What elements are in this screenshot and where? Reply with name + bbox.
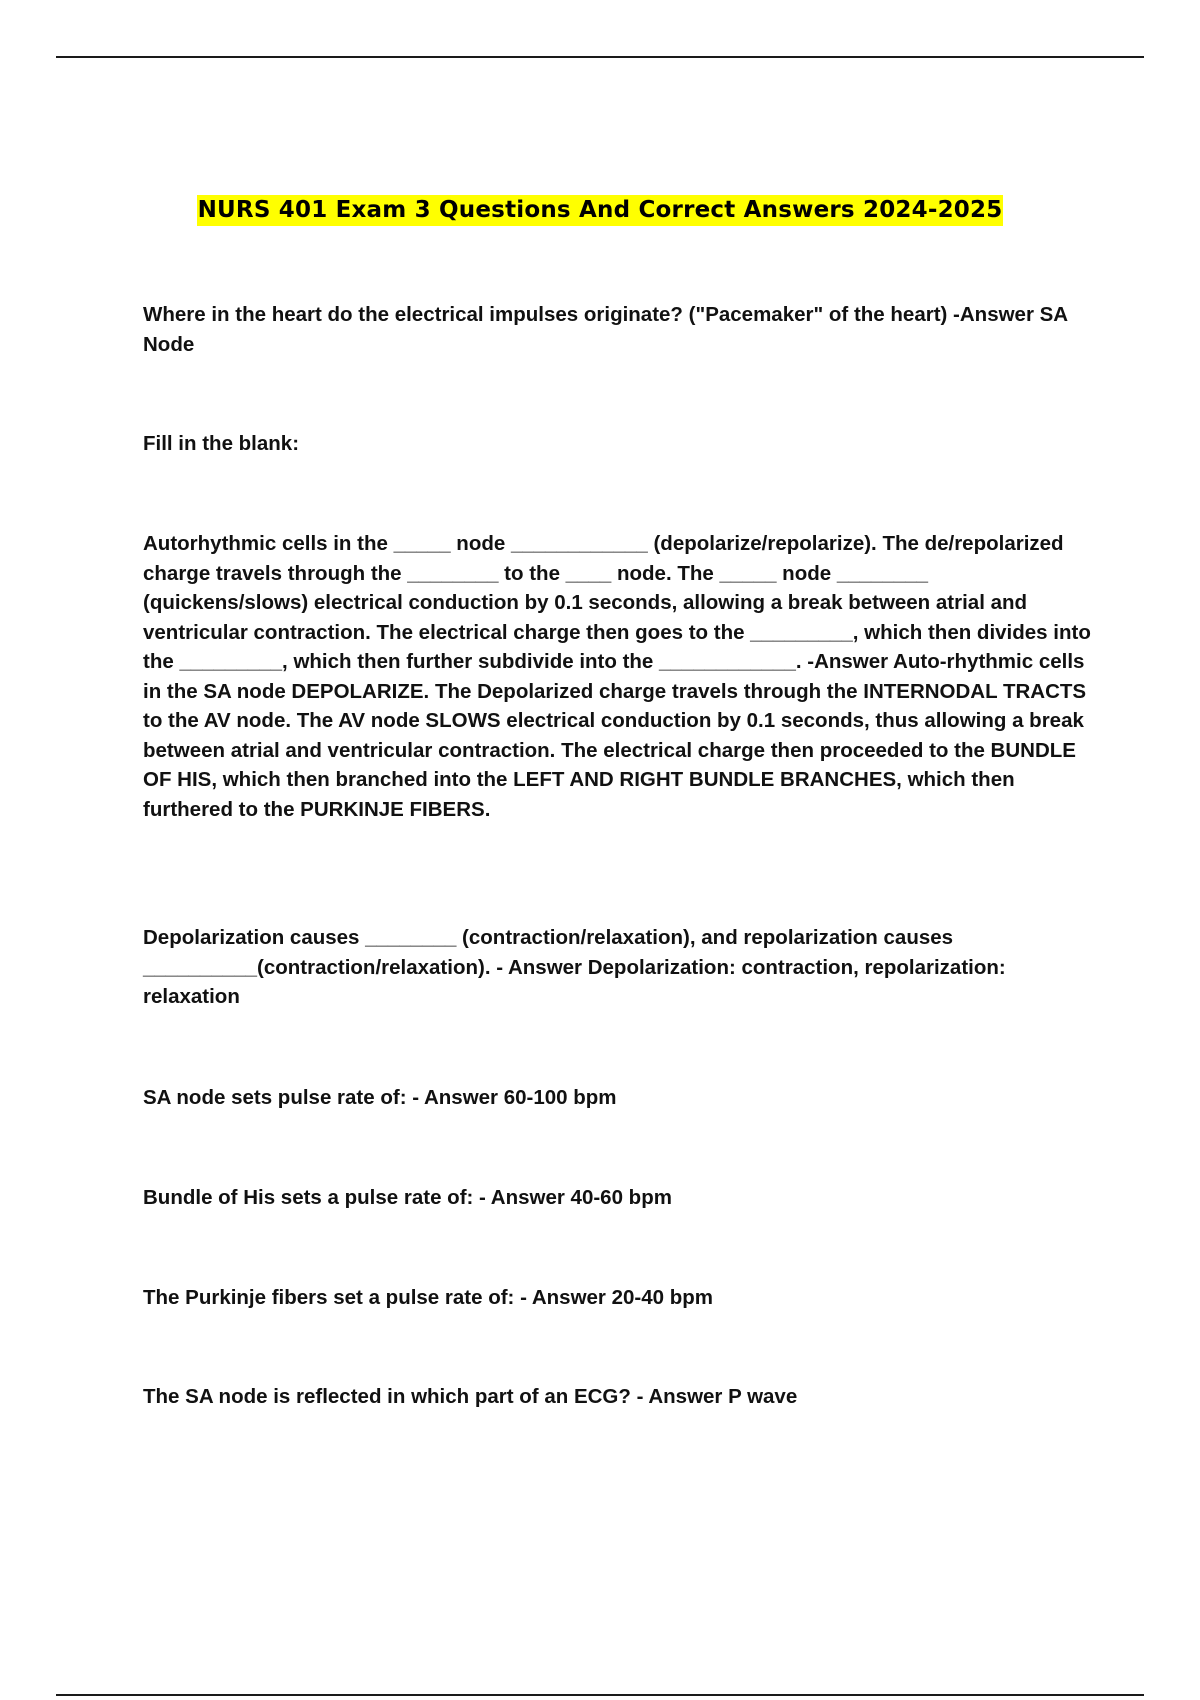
question-bundle-of-his-rate: Bundle of His sets a pulse rate of: - Answer 40-60 bpm: [143, 1186, 672, 1209]
question-depolarization: Depolarization causes ________ (contraction/relaxation), and repolarization causes __________(contraction/relaxation). - Answer Depolarization: contraction, repolarization: relaxation: [143, 926, 1006, 1008]
fill-in-blank-label: Fill in the blank:: [143, 432, 300, 455]
title-container: [0, 195, 1200, 226]
question-purkinje-rate: The Purkinje fibers set a pulse rate of: - Answer 20-40 bpm: [143, 1286, 713, 1309]
header-rule: [56, 56, 1144, 58]
footer-rule: [56, 1694, 1144, 1696]
question-conduction-pathway: Autorhythmic cells in the _____ node ____________ (depolarize/repolarize). The de/repolarized charge travels through the ________ to the ____ node. The _____ node ________ (quickens/slows) electrical conduction by 0.1 seconds, allowing a break between atrial and ventricular contraction. The electrical charge then goes to the _________, which then divides into the _________, which then further subdivide into the ____________. -Answer Auto-rhythmic cells in the SA node DEPOLARIZE. The Depolarized charge travels through the INTERNODAL TRACTS to the AV node. The AV node SLOWS electrical conduction by 0.1 seconds, thus allowing a break between atrial and ventricular contraction. The electrical charge then proceeded to the BUNDLE OF HIS, which then branched into the LEFT AND RIGHT BUNDLE BRANCHES, which then furthered to the PURKINJE FIBERS.: [143, 532, 1091, 821]
question-sa-node-ecg: The SA node is reflected in which part of an ECG? - Answer P wave: [143, 1385, 798, 1408]
question-pacemaker: Where in the heart do the electrical impulses originate? ("Pacemaker" of the heart) -Answer SA Node: [143, 303, 1068, 356]
document-title: NURS 401 Exam 3 Questions And Correct Answers 2024-2025: [197, 195, 1004, 226]
question-sa-node-rate: SA node sets pulse rate of: - Answer 60-100 bpm: [143, 1086, 617, 1109]
